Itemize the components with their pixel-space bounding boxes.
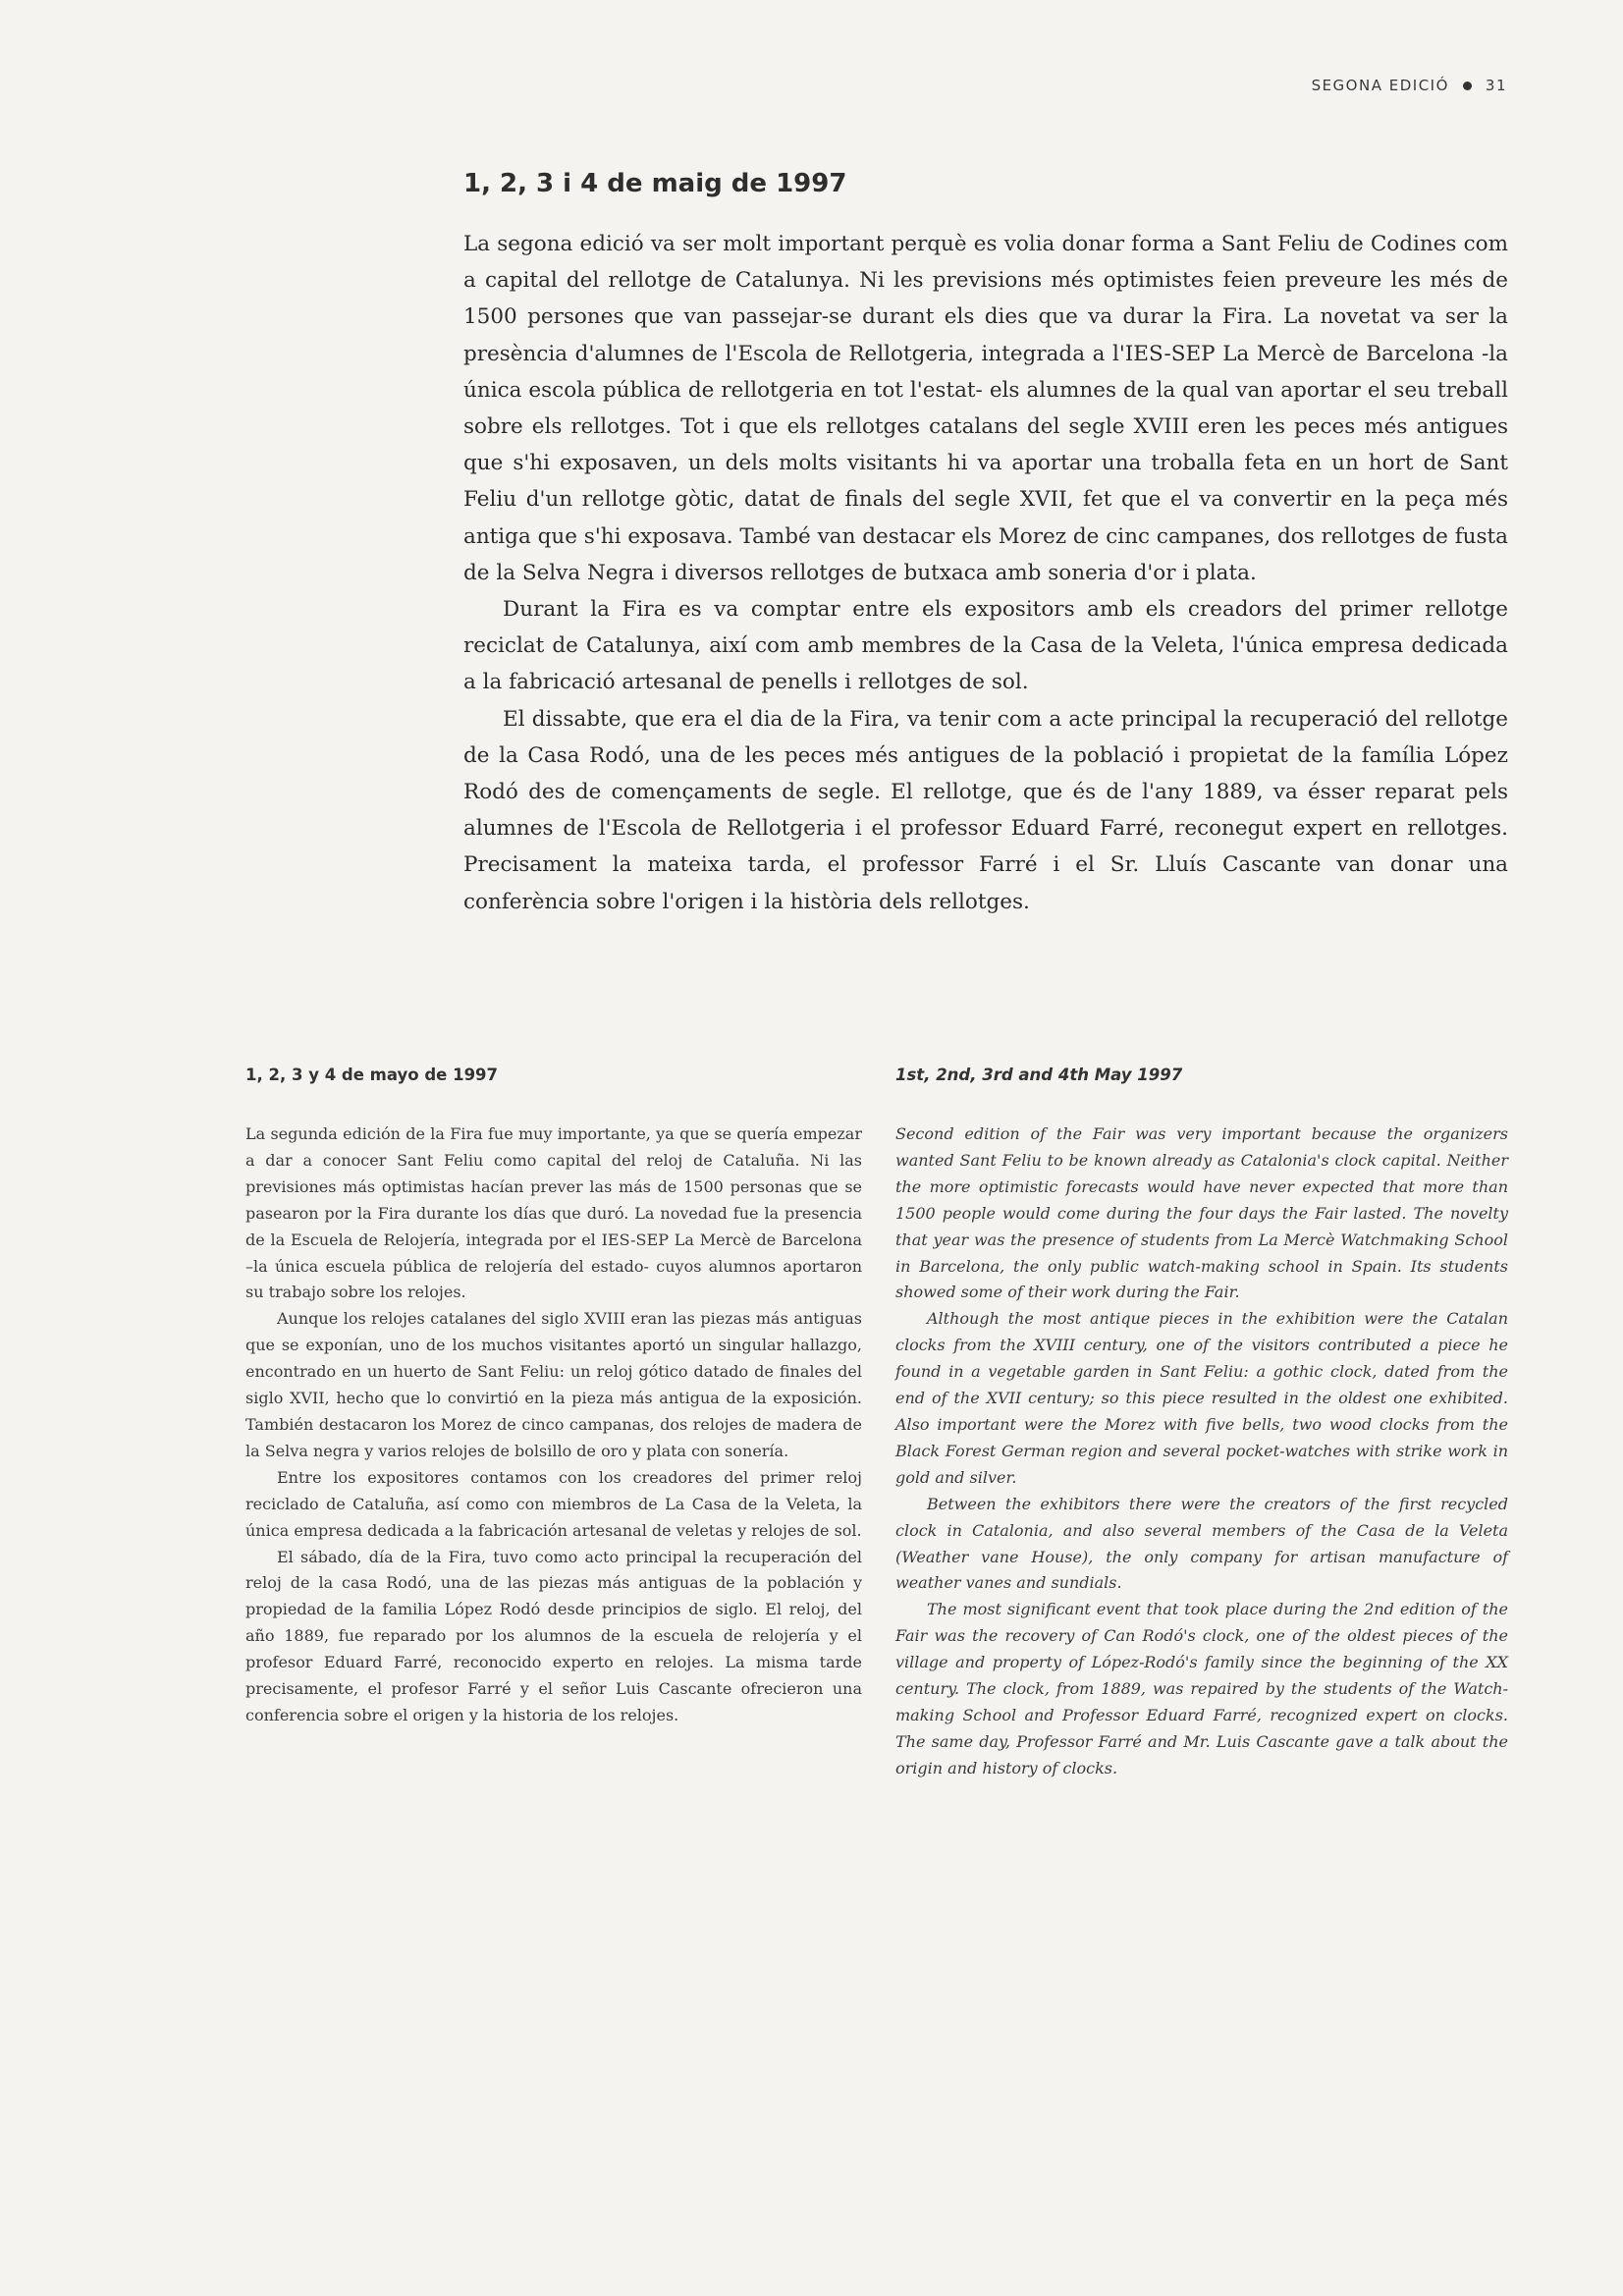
section-name: SEGONA EDICIÓ bbox=[1311, 77, 1449, 94]
spanish-paragraph: Entre los expositores contamos con los creadores del primer reloj reciclado de Cataluña, así como con miembros de La Casa de la Veleta, la única empresa dedicada a la fabricación artesanal de veletas y relojes de sol. bbox=[245, 1467, 862, 1540]
catalan-title: 1, 2, 3 i 4 de maig de 1997 bbox=[463, 169, 847, 198]
spanish-body bbox=[245, 1121, 862, 1729]
english-paragraph: Although the most antique pieces in the exhibition were the Catalan clocks from the XVIII century, one of the visitors contributed a piece he found in a vegetable garden in Sant Feliu: a gothic clock, dated from the end of the XVII century; so this piece resulted in the oldest one exhibited. Also important were the Morez with five bells, two wood clocks from the Black Forest German region and several pocket-watches with strike work in gold and silver. bbox=[895, 1309, 1508, 1487]
spanish-title: 1, 2, 3 y 4 de mayo de 1997 bbox=[245, 1066, 499, 1084]
spanish-paragraph: La segunda edición de la Fira fue muy importante, ya que se quería empezar a dar a conocer Sant Feliu como capital del reloj de Cataluña. Ni las previsiones más optimistas hacían prever las más de 1500 personas que se pasearon por la Fira durante los días que duró. La novedad fue la presencia de la Escuela de Relojería, integrada por el IES-SEP La Mercè de Barcelona –la única escuela pública de relojería del estado- cuyos alumnos aportaron su trabajo sobre los relojes. bbox=[245, 1124, 862, 1302]
catalan-paragraph: Durant la Fira es va comptar entre els expositors amb els creadors del primer rellotge reciclat de Catalunya, així com amb membres de la Casa de la Veleta, l'única empresa dedicada a la fabricació artesanal de penells i rellotges de sol. bbox=[463, 597, 1508, 695]
bullet-icon bbox=[1463, 82, 1472, 90]
spanish-paragraph: Aunque los relojes catalanes del siglo XVIII eran las piezas más antiguas que se exponían, uno de los muchos visitantes aportó un singular hallazgo, encontrado en un huerto de Sant Feliu: un reloj gótico datado de finales del siglo XVII, hecho que lo convirtió en la pieza más antigua de la exposición. También destacaron los Morez de cinco campanas, dos relojes de madera de la Selva negra y varios relojes de bolsillo de oro y plata con sonería. bbox=[245, 1309, 862, 1460]
spanish-paragraph: El sábado, día de la Fira, tuvo como acto principal la recuperación del reloj de la casa Rodó, una de las piezas más antiguas de la población y propiedad de la familia López Rodó desde principios de siglo. El reloj, del año 1889, fue reparado por los alumnos de la escuela de relojería y el profesor Eduard Farré, reconocido experto en relojes. La misma tarde precisamente, el profesor Farré y el señor Luis Cascante ofrecieron una conferencia sobre el origen y la historia de los relojes. bbox=[245, 1547, 862, 1724]
english-title: 1st, 2nd, 3rd and 4th May 1997 bbox=[895, 1066, 1183, 1084]
catalan-paragraph: La segona edició va ser molt important perquè es volia donar forma a Sant Feliu de Codines com a capital del rellotge de Catalunya. Ni les previsions més optimistes feien preveure les més de 1500 persones que van passejar-se durant els dies que va durar la Fira. La novetat va ser la presència d'alumnes de l'Escola de Rellotgeria, integrada a l'IES-SEP La Mercè de Barcelona -la única escola pública de rellotgeria en tot l'estat- els alumnes de la qual van aportar el seu treball sobre els rellotges. Tot i que els rellotges catalans del segle XVIII eren les peces més antigues que s'hi exposaven, un dels molts visitants hi va aportar una troballa feta en un hort de Sant Feliu d'un rellotge gòtic, datat de finals del segle XVII, fet que el va convertir en la peça més antiga que s'hi exposava. També van destacar els Morez de cinc campanes, dos rellotges de fusta de la Selva Negra i diversos rellotges de butxaca amb soneria d'or i plata. bbox=[463, 232, 1508, 585]
english-body bbox=[895, 1121, 1508, 1782]
english-paragraph: Between the exhibitors there were the creators of the first recycled clock in Catalonia, and also several members of the Casa de la Veleta (Weather vane House), the only company for artisan manufacture of weather vanes and sundials. bbox=[895, 1494, 1508, 1593]
english-paragraph: Second edition of the Fair was very important because the organizers wanted Sant Feliu to be known already as Catalonia's clock capital. Neither the more optimistic forecasts would have never expected that more than 1500 people would come during the four days the Fair lasted. The novelty that year was the presence of students from La Mercè Watchmaking School in Barcelona, the only public watch-making school in Spain. Its students showed some of their work during the Fair. bbox=[895, 1124, 1508, 1302]
catalan-body bbox=[463, 226, 1508, 920]
catalan-paragraph: El dissabte, que era el dia de la Fira, va tenir com a acte principal la recuperació del rellotge de la Casa Rodó, una de les peces més antigues de la població i propietat de la família López Rodó des de començaments de segle. El rellotge, que és de l'any 1889, va ésser reparat pels alumnes de l'Escola de Rellotgeria i el professor Eduard Farré, reconegut expert en rellotges. Precisament la mateixa tarda, el professor Farré i el Sr. Lluís Cascante van donar una conferència sobre l'origen i la història dels rellotges. bbox=[463, 706, 1508, 914]
english-paragraph: The most significant event that took place during the 2nd edition of the Fair was the recovery of Can Rodó's clock, one of the oldest pieces of the village and property of López-Rodó's family since the beginning of the XX century. The clock, from 1889, was repaired by the students of the Watch-making School and Professor Eduard Farré, recognized expert on clocks. The same day, Professor Farré and Mr. Luis Cascante gave a talk about the origin and history of clocks. bbox=[895, 1600, 1508, 1777]
page-number: 31 bbox=[1485, 77, 1507, 94]
running-header bbox=[1312, 77, 1507, 94]
